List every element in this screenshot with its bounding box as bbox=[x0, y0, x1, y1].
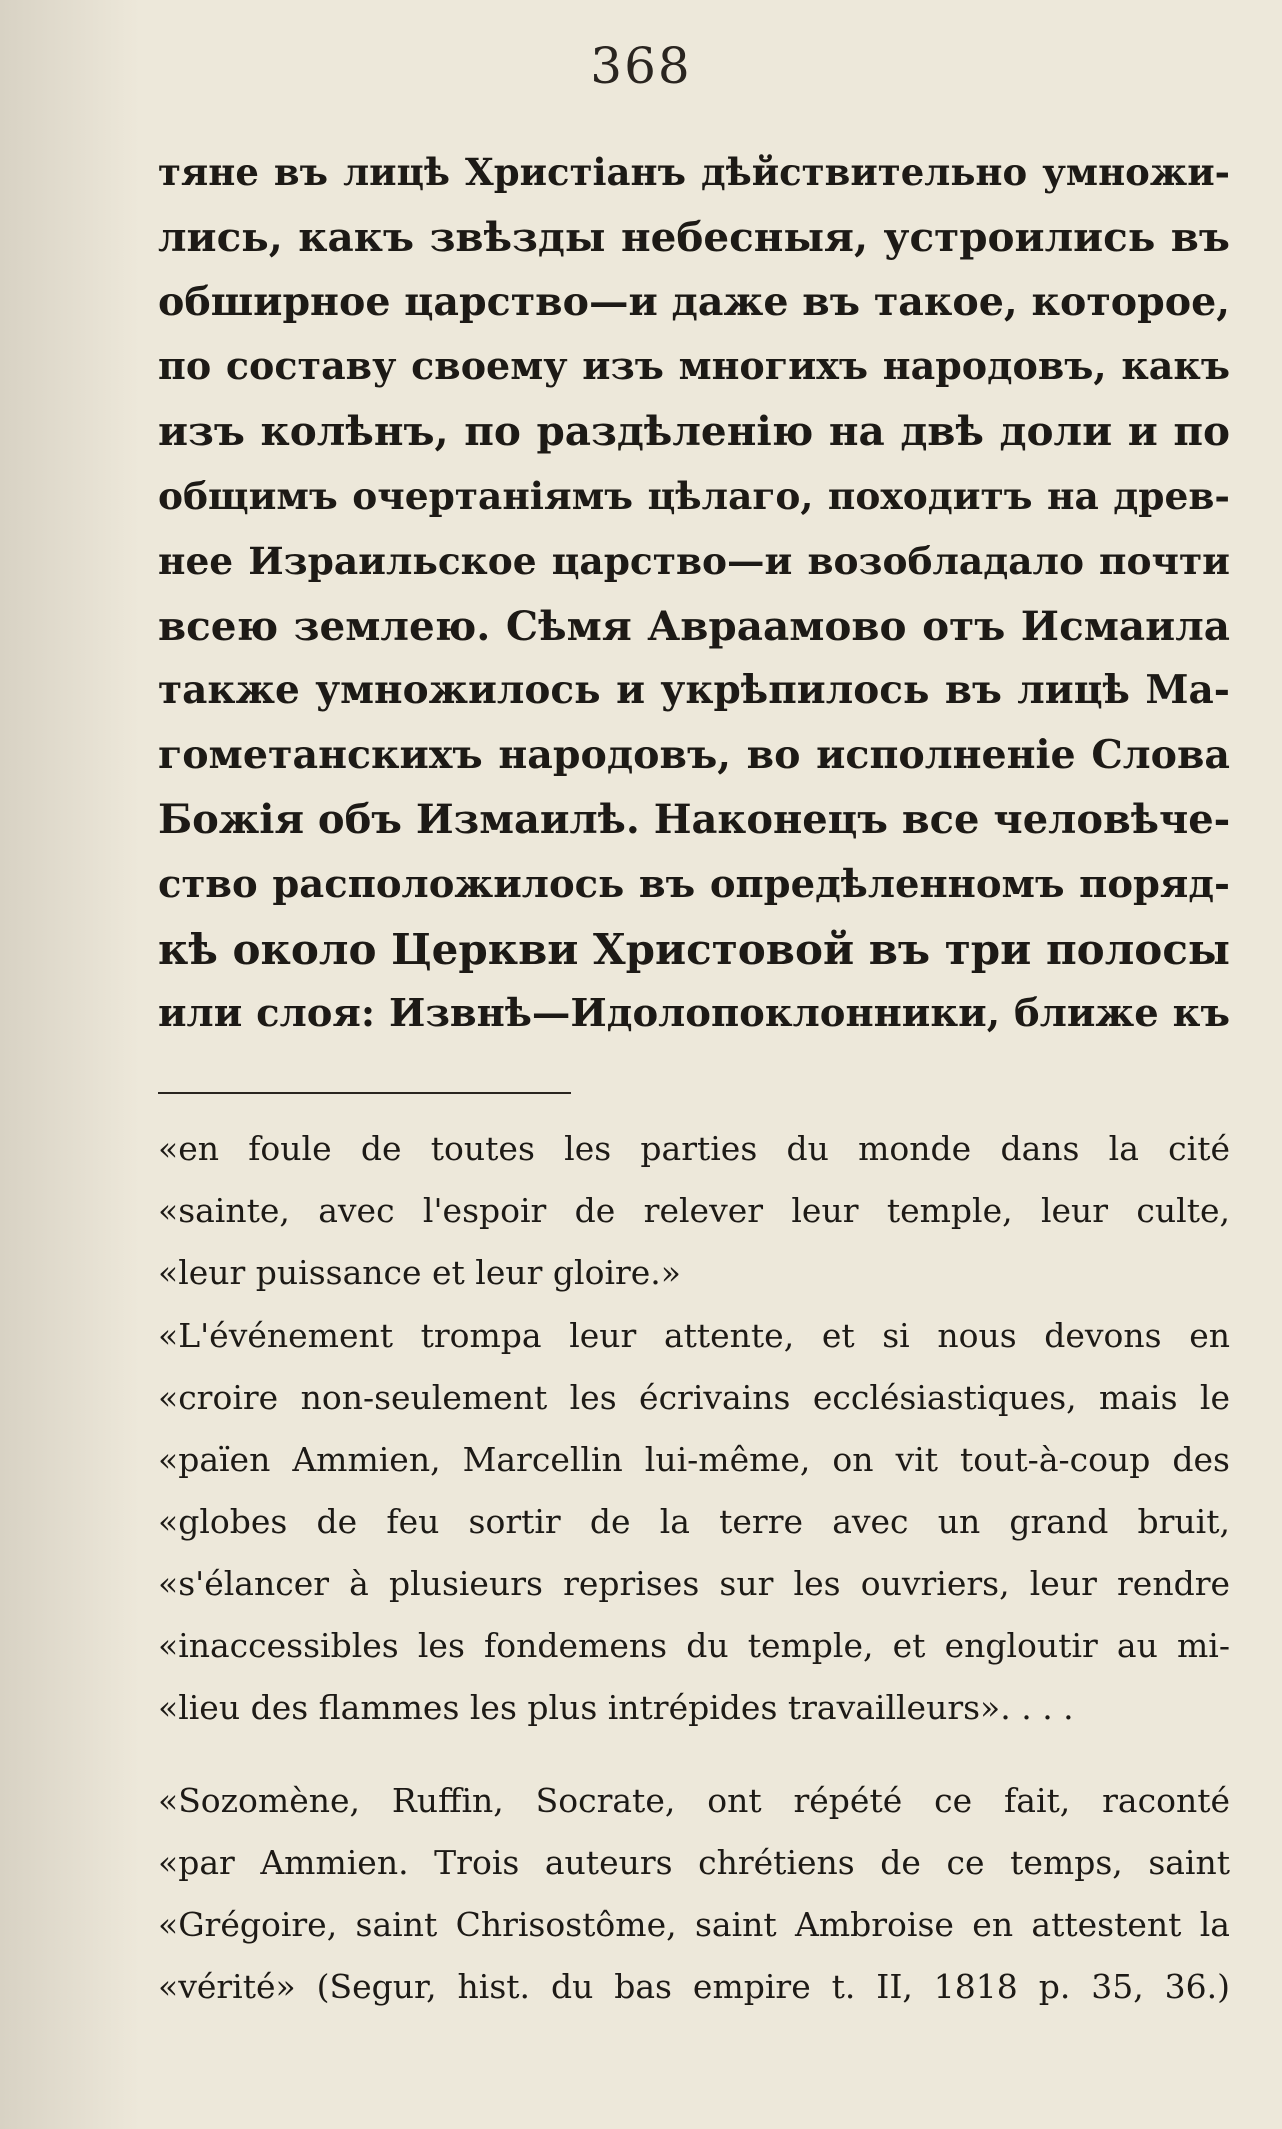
main-text-line: обширное царство—и даже въ такое, которое, bbox=[158, 278, 1230, 325]
footnote-line: «L'événement trompa leur attente, et si nous devons en bbox=[158, 1316, 1230, 1355]
footnote-line: «païen Ammien, Marcellin lui-même, on vit tout-à-coup des bbox=[158, 1440, 1230, 1479]
main-text-line: лись, какъ звѣзды небесныя, устроились въ bbox=[158, 212, 1230, 261]
footnote-line: «en foule de toutes les parties du monde dans la cité bbox=[158, 1129, 1230, 1168]
footnote-line: «leur puissance et leur gloire.» bbox=[158, 1253, 681, 1292]
footnote-line: «globes de feu sortir de la terre avec un grand bruit, bbox=[158, 1502, 1230, 1541]
footnote-paragraph bbox=[158, 1118, 1230, 1304]
footnote-divider bbox=[158, 1092, 571, 1094]
page-number: 368 bbox=[590, 37, 692, 95]
footnote-line: «par Ammien. Trois auteurs chrétiens de ce temps, saint bbox=[158, 1843, 1230, 1882]
main-text-line: по составу своему изъ многихъ народовъ, какъ bbox=[158, 343, 1230, 389]
main-text-line: нее Израильское царство—и возобладало почти bbox=[158, 538, 1230, 583]
page-edge-shadow bbox=[0, 0, 140, 2129]
main-text-line: ство расположилось въ опредѣленномъ поряд- bbox=[158, 861, 1230, 907]
footnote-line: «vérité» (Segur, hist. du bas empire t. II, 1818 p. 35, 36.) bbox=[158, 1967, 1230, 2006]
main-text-line: тяне въ лицѣ Христіанъ дѣйствительно умножи- bbox=[158, 150, 1230, 194]
main-text-line: общимъ очертаніямъ цѣлаго, походитъ на древ- bbox=[158, 473, 1230, 518]
main-text-line: также умножилось и укрѣпилось въ лицѣ Ма- bbox=[158, 667, 1230, 714]
main-text-line: кѣ около Церкви Христовой въ три полосы bbox=[158, 924, 1230, 974]
footnote-paragraph bbox=[158, 1305, 1230, 1739]
main-text-block bbox=[158, 140, 1230, 1047]
footnote-line: «Grégoire, saint Chrisostôme, saint Ambroise en attestent la bbox=[158, 1905, 1230, 1944]
main-text-line: гометанскихъ народовъ, во исполненіе Слова bbox=[158, 732, 1230, 779]
main-text-line: Божія объ Измаилѣ. Наконецъ все человѣче- bbox=[158, 795, 1231, 843]
main-text-line: всею землею. Сѣмя Авраамово отъ Исмаила bbox=[158, 601, 1230, 650]
footnote-line: «lieu des flammes les plus intrépides travailleurs». . . . bbox=[158, 1688, 1074, 1727]
footnote-line: «Sozomène, Ruffin, Socrate, ont répété ce fait, raconté bbox=[158, 1781, 1230, 1820]
footnote-line: «croire non-seulement les écrivains ecclésiastiques, mais le bbox=[158, 1378, 1230, 1417]
footnote-paragraph bbox=[158, 1770, 1230, 2018]
footnote-line: «sainte, avec l'espoir de relever leur temple, leur culte, bbox=[158, 1191, 1230, 1230]
footnote-line: «s'élancer à plusieurs reprises sur les ouvriers, leur rendre bbox=[158, 1564, 1230, 1603]
main-text-line: или слоя: Извнѣ—Идолопоклонники, ближе къ bbox=[158, 991, 1230, 1037]
main-text-line: изъ колѣнъ, по раздѣленію на двѣ доли и по bbox=[158, 407, 1230, 456]
footnote-line: «inaccessibles les fondemens du temple, et engloutir au mi- bbox=[158, 1626, 1230, 1665]
